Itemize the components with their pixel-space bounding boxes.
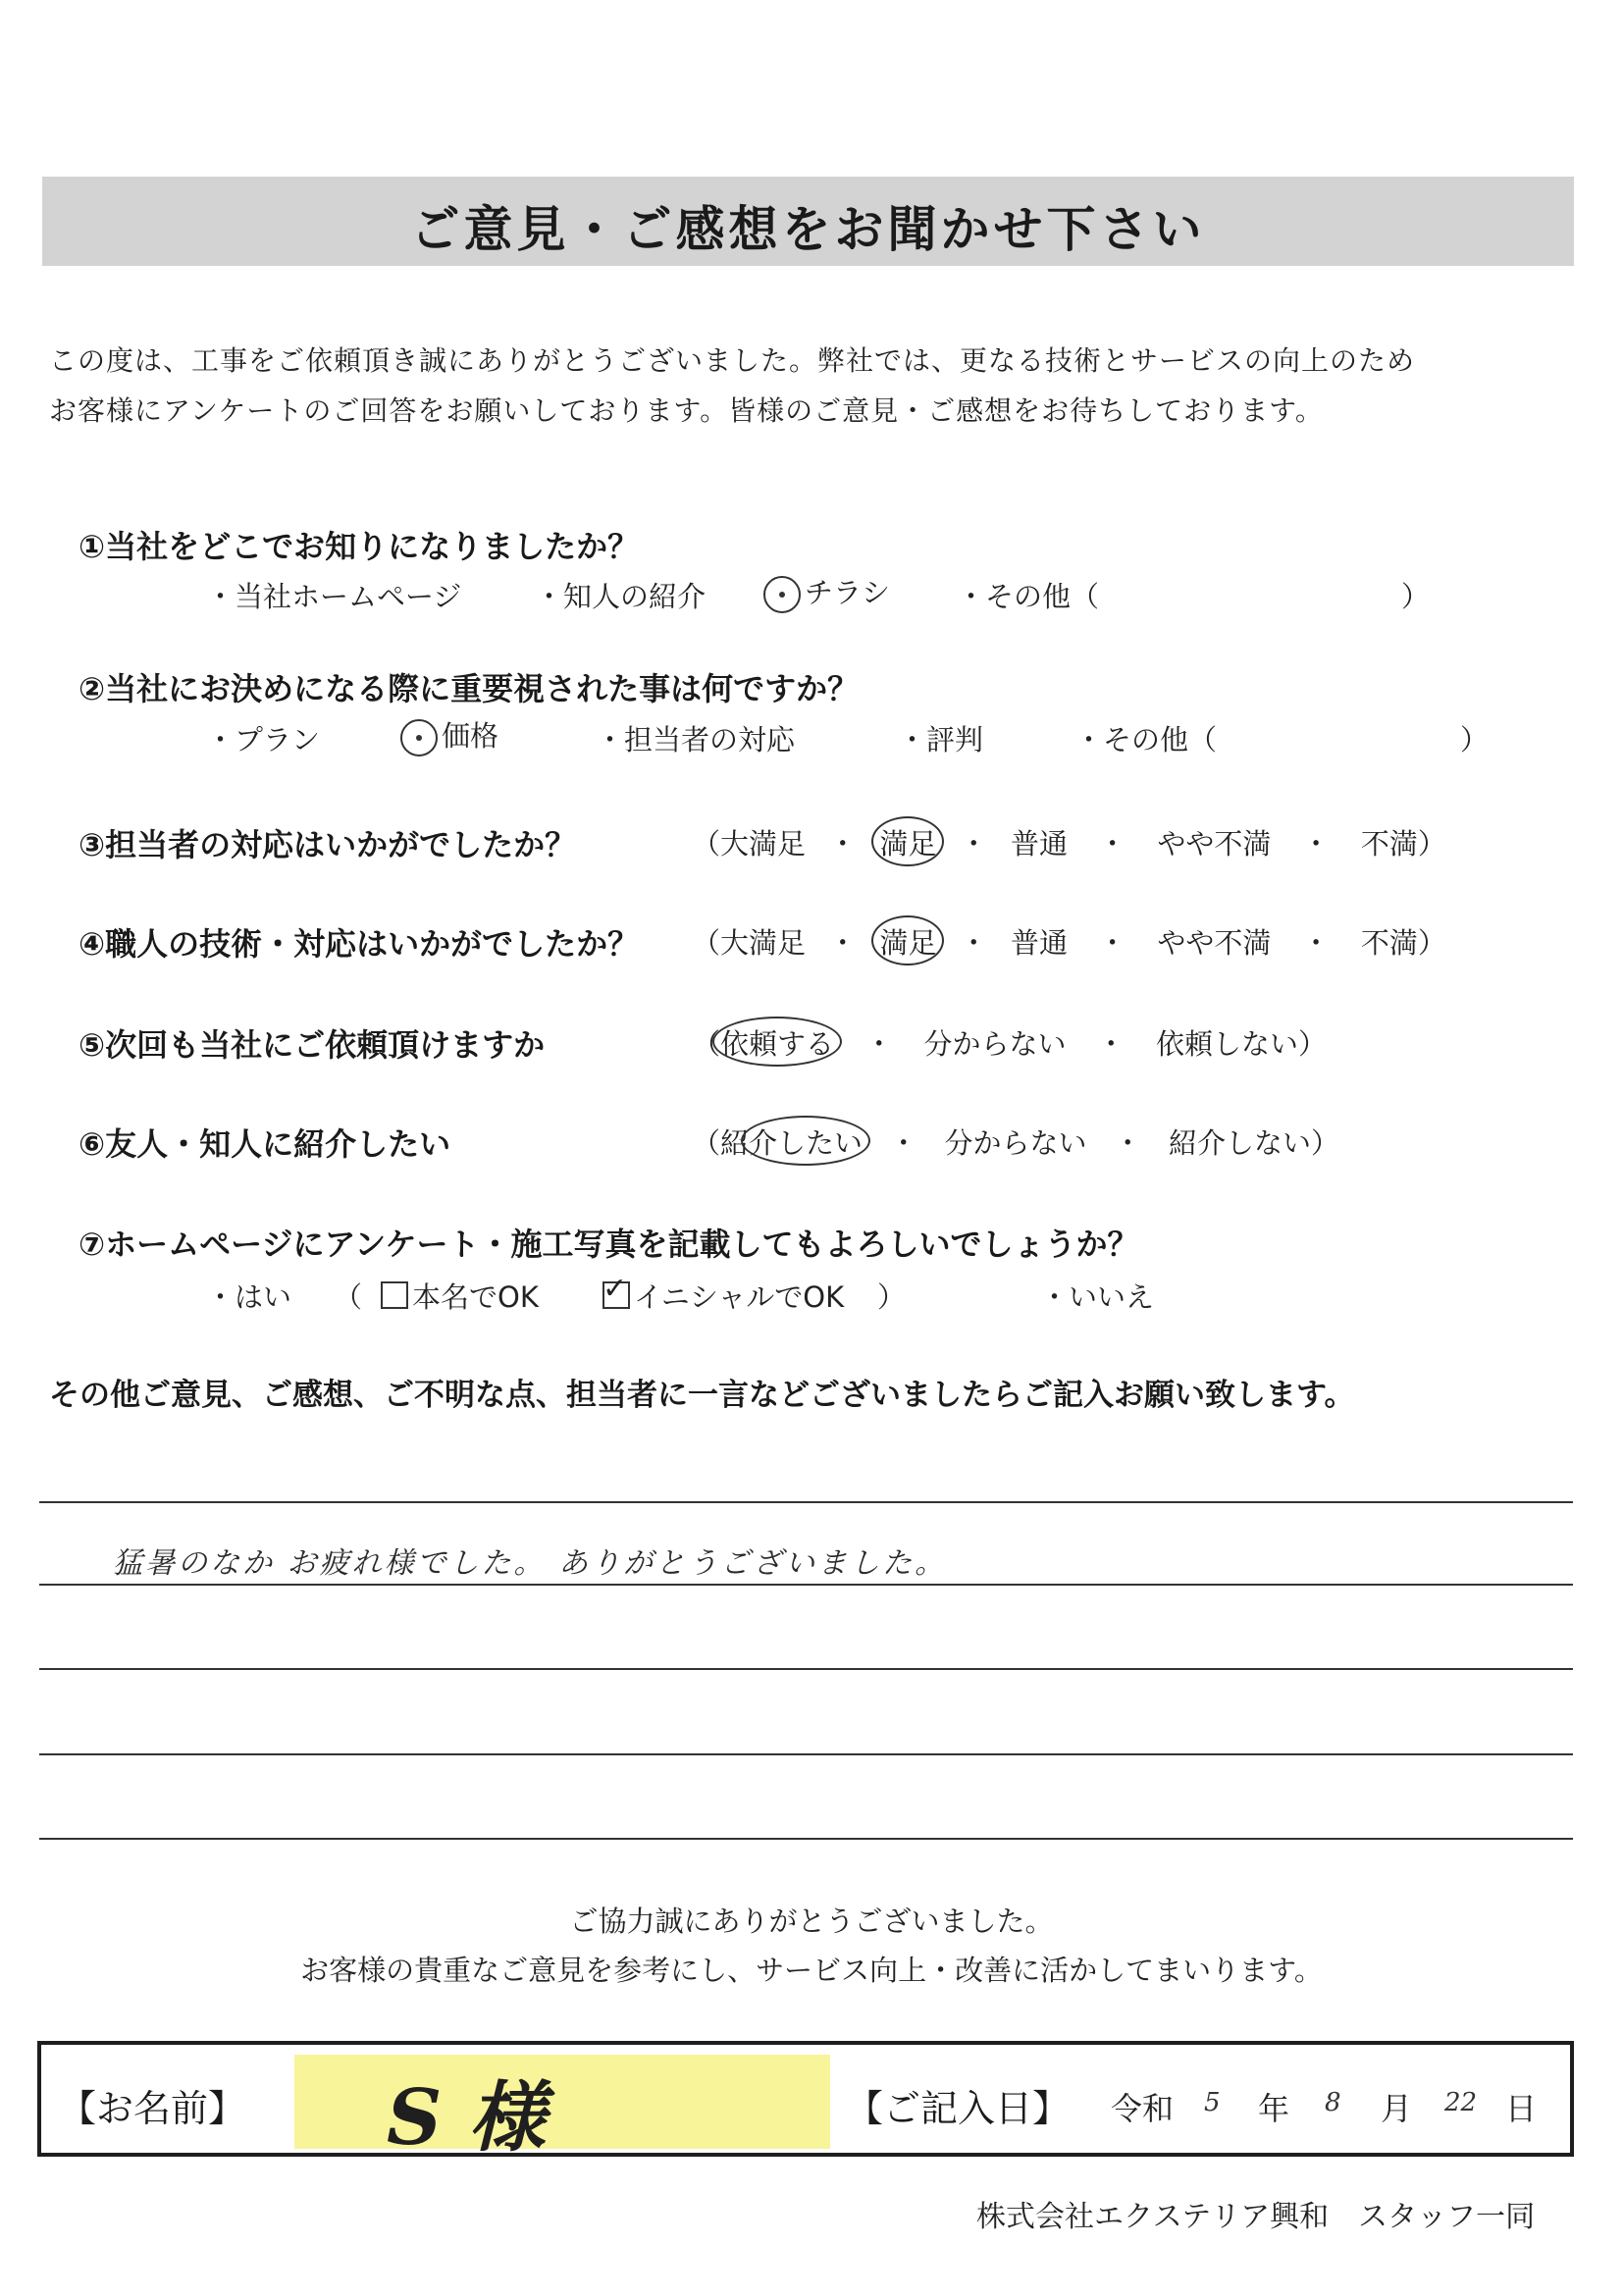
separator: ・: [1096, 1027, 1126, 1061]
closing-line-1: ご協力誠にありがとうございました。: [569, 1905, 1054, 1938]
q2-option-price-selected[interactable]: [400, 714, 498, 757]
closing-line-2: お客様の貴重なご意見を参考にし、サービス向上・改善に活かしてまいります。: [300, 1954, 1323, 1987]
q6-paren-open: （紹: [692, 1126, 750, 1160]
q1-option-flyer-label: チラシ: [805, 576, 891, 609]
page-title: ご意見・ご感想をお聞かせ下さい: [410, 201, 1206, 258]
circle-mark-icon: [741, 1116, 870, 1166]
q6-option-will-refer-selected[interactable]: [749, 1122, 863, 1162]
q1-option-flyer-selected[interactable]: [763, 571, 890, 613]
question-7-label: ⑦ホームページにアンケート・施工写真を記載してもよろしいでしょうか？: [79, 1226, 1139, 1263]
comment-line-4: [39, 1753, 1573, 1755]
signature-box: [37, 2041, 1574, 2163]
handwritten-comment[interactable]: 猛暑のなか お疲れ様でした。 ありがとうございました。: [113, 1546, 948, 1581]
q4-option-neutral[interactable]: 普通: [1010, 926, 1068, 960]
q6-scale: [692, 1122, 1339, 1162]
selected-mark-icon: [763, 576, 801, 613]
handwritten-name: S 様: [387, 2073, 546, 2163]
comments-prompt: その他ご意見、ご感想、ご不明な点、担当者に一言などございましたらご記入お願い致します。: [49, 1378, 1355, 1413]
q5-option-unsure[interactable]: 分からない: [923, 1027, 1067, 1061]
q4-option-satisfied-label: 満足: [879, 926, 937, 960]
question-5-label: ⑤次回も当社にご依頼頂けますか: [79, 1026, 546, 1064]
paren-open: （: [692, 1027, 721, 1061]
q7-option-real-name[interactable]: [381, 1276, 539, 1316]
question-4-label: ④職人の技術・対応はいかがでしたか？: [79, 925, 640, 963]
q2-other-close: ）: [1460, 723, 1490, 757]
q5-scale: [692, 1022, 1327, 1063]
q3-option-somewhat-dissatisfied[interactable]: やや不満: [1157, 827, 1272, 861]
name-label: 【お名前】: [59, 2087, 246, 2130]
q6-option-will-refer-label: 介したい: [749, 1126, 864, 1160]
separator: ・: [828, 827, 858, 861]
q3-option-neutral[interactable]: 普通: [1010, 827, 1068, 861]
q2-option-staff[interactable]: ・担当者の対応: [596, 723, 796, 757]
separator: ・: [889, 1126, 918, 1160]
checkbox-icon[interactable]: [381, 1281, 408, 1309]
q1-option-other[interactable]: ・その他（: [957, 580, 1100, 613]
q4-option-somewhat-dissatisfied[interactable]: やや不満: [1157, 926, 1272, 960]
q3-option-satisfied-selected[interactable]: [879, 822, 936, 862]
separator: ・: [1113, 1126, 1142, 1160]
q4-option-satisfied-selected[interactable]: [879, 921, 936, 962]
q2-option-plan[interactable]: ・プラン: [206, 723, 321, 757]
q2-option-reputation[interactable]: ・評判: [898, 723, 984, 757]
q7-option-initial-label: イニシャルでOK: [634, 1280, 845, 1314]
q7-option-yes[interactable]: ・はい: [206, 1280, 292, 1314]
intro-line-1: この度は、工事をご依頼頂き誠にありがとうございました。弊社では、更なる技術とサービスの向上のため: [49, 344, 1416, 377]
date-year-value[interactable]: 5: [1204, 2088, 1221, 2117]
question-3-label: ③担当者の対応はいかがでしたか？: [79, 826, 577, 863]
separator: ・: [828, 926, 858, 960]
q7-option-real-name-label: 本名でOK: [412, 1280, 539, 1314]
separator: ・: [1098, 926, 1127, 960]
q7-paren-close: ）: [877, 1280, 907, 1314]
question-6-label: ⑥友人・知人に紹介したい: [79, 1125, 451, 1163]
q5-option-will-not-request[interactable]: 依頼しない）: [1155, 1027, 1327, 1061]
q7-option-no[interactable]: ・いいえ: [1040, 1280, 1155, 1314]
q1-other-close: ）: [1401, 580, 1431, 613]
checked-checkbox-icon[interactable]: [602, 1281, 630, 1309]
q4-scale: [692, 921, 1446, 962]
comment-line-5: [39, 1838, 1573, 1840]
q2-option-other[interactable]: ・その他（: [1074, 723, 1218, 757]
q6-option-will-not-refer[interactable]: 紹介しない）: [1168, 1126, 1339, 1160]
date-month-value[interactable]: 8: [1325, 2088, 1341, 2117]
date-year-unit: 年: [1258, 2090, 1290, 2127]
q3-option-satisfied-label: 満足: [879, 827, 937, 861]
q6-option-unsure[interactable]: 分からない: [944, 1126, 1087, 1160]
separator: ・: [1301, 926, 1331, 960]
comment-line-3: [39, 1668, 1573, 1670]
date-era: 令和: [1111, 2090, 1175, 2127]
q4-option-dissatisfied[interactable]: 不満）: [1360, 926, 1446, 960]
separator: ・: [1301, 827, 1331, 861]
q3-option-dissatisfied[interactable]: 不満）: [1360, 827, 1446, 861]
separator: ・: [959, 827, 988, 861]
date-day-value[interactable]: 22: [1444, 2088, 1478, 2117]
q7-option-initial-checked[interactable]: [602, 1276, 844, 1316]
date-month-unit: 月: [1381, 2090, 1413, 2127]
q1-option-homepage[interactable]: ・当社ホームページ: [206, 580, 462, 613]
title-banner: [42, 177, 1574, 266]
circle-mark-icon: [871, 816, 944, 866]
comment-line-1: [39, 1501, 1573, 1503]
circle-mark-icon: [712, 1017, 842, 1067]
q3-scale: [692, 822, 1446, 862]
q3-option-very-satisfied[interactable]: （大満足: [692, 827, 807, 861]
q5-option-will-request-selected[interactable]: [720, 1022, 834, 1063]
circle-mark-icon: [871, 915, 944, 965]
q1-option-referral[interactable]: ・知人の紹介: [535, 580, 707, 613]
q5-option-will-request-label: 依頼する: [720, 1027, 835, 1061]
separator: ・: [864, 1027, 894, 1061]
name-field[interactable]: [294, 2055, 830, 2163]
company-signature: 株式会社エクステリア興和 スタッフ一同: [976, 2200, 1536, 2234]
question-2-label: ②当社にお決めになる際に重要視された事は何ですか？: [79, 670, 860, 707]
q7-paren-open: （: [334, 1280, 363, 1314]
q2-option-price-label: 価格: [442, 719, 499, 753]
selected-mark-icon: [400, 719, 438, 757]
separator: ・: [959, 926, 988, 960]
q4-option-very-satisfied[interactable]: （大満足: [692, 926, 807, 960]
date-day-unit: 日: [1505, 2090, 1538, 2127]
intro-line-2: お客様にアンケートのご回答をお願いしております。皆様のご意見・ご感想をお待ちしております。: [49, 394, 1324, 427]
question-1-label: ①当社をどこでお知りになりましたか？: [79, 528, 640, 565]
separator: ・: [1098, 827, 1127, 861]
date-label: 【ご記入日】: [846, 2087, 1071, 2130]
comment-line-2: [39, 1584, 1573, 1586]
